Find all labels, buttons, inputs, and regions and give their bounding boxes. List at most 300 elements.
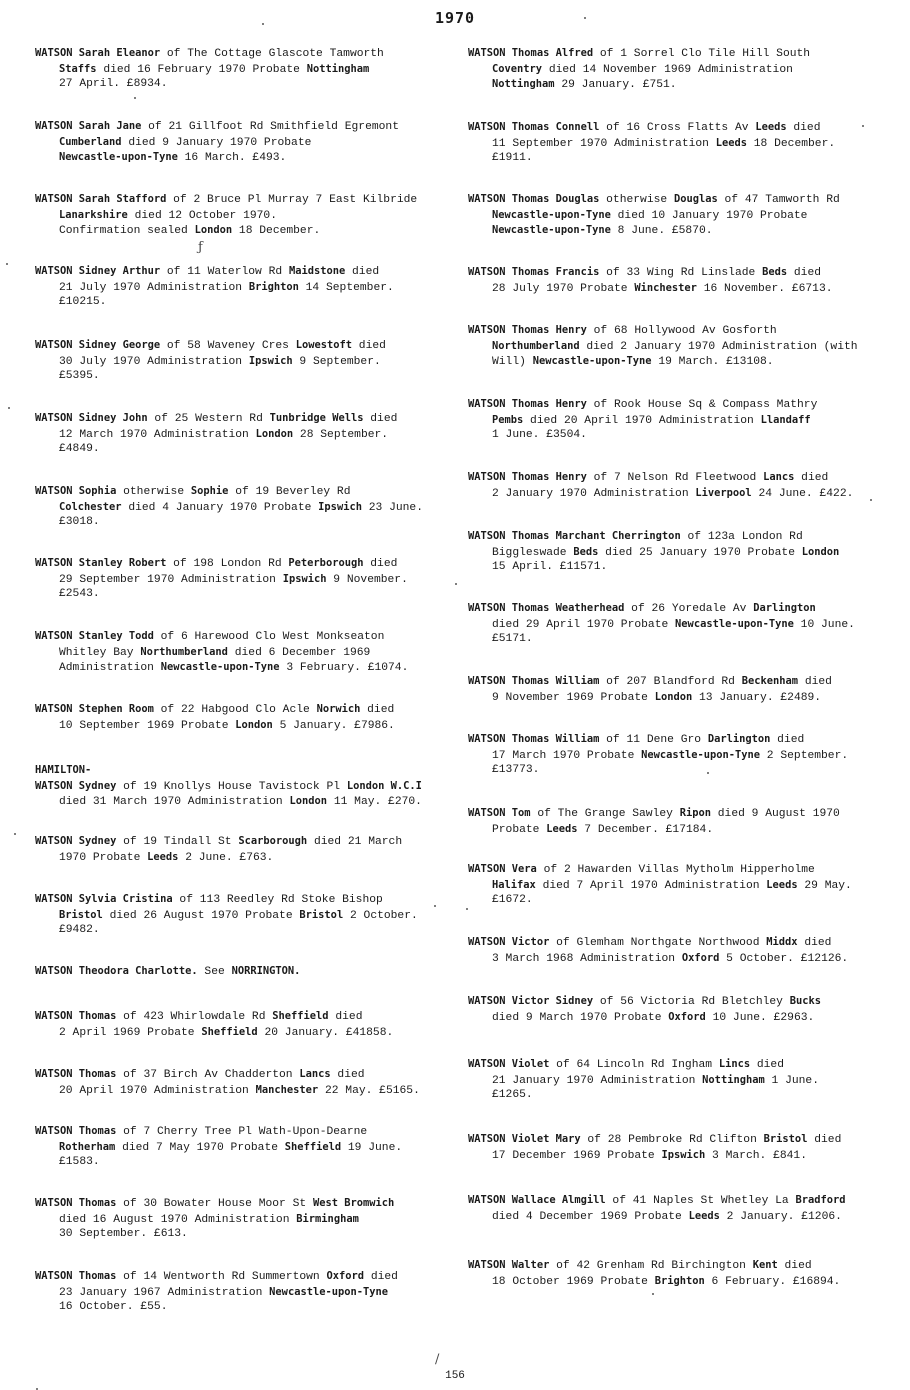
entry-detail-line (35, 500, 423, 516)
entry-bold-text: London (289, 795, 328, 808)
entry-bold-text: Beds (762, 266, 788, 278)
probate-entry (35, 411, 397, 457)
entry-detail-line (35, 135, 399, 151)
entry-text: died (794, 472, 829, 484)
entry-text: £10215. (59, 296, 107, 309)
entry-detail-line (35, 354, 386, 370)
entry-text: £9482. (59, 924, 100, 937)
entry-bold-text: Leeds (755, 121, 787, 133)
entry-name: WATSON Sidney John (35, 412, 148, 424)
entry-text: died (786, 122, 821, 134)
entry-text: Will) (492, 356, 533, 369)
entry-detail-line (468, 62, 810, 78)
entry-text: died (807, 1134, 842, 1146)
entry-bold-text: Maidstone (288, 265, 346, 277)
entry-text: £5395. (59, 370, 100, 383)
entry-text: of 41 Naples St Whetley La (605, 1195, 796, 1207)
entry-bold-text: Bristol (763, 1133, 808, 1145)
entry-text: 6 February. £16894. (704, 1275, 841, 1288)
entry-text: 8 June. £5870. (610, 225, 713, 238)
entry-detail-line (35, 645, 408, 661)
entry-text: died 12 October 1970. (127, 209, 277, 222)
entry-name: WATSON Thomas William (468, 733, 600, 745)
probate-entry (35, 556, 408, 602)
entry-bold-text: Staffs (59, 62, 97, 75)
entry-text: 2 January. £1206. (719, 1210, 842, 1223)
entry-heading-line (35, 1196, 394, 1212)
entry-detail-line (468, 1148, 841, 1164)
entry-detail-line (35, 427, 397, 443)
entry-detail-line (35, 77, 384, 92)
entry-bold-text: Newcastle-upon-Tyne (492, 224, 611, 237)
entry-heading-line (468, 46, 810, 62)
entry-text: 23 January 1967 Administration (59, 1286, 270, 1299)
entry-text: of The Cottage Glascote Tamworth (160, 48, 384, 60)
entry-bold-text: Newcastle-upon-Tyne (641, 748, 761, 761)
entry-detail-line (35, 718, 395, 734)
entry-text: of 2 Hawarden Villas Mytholm Hipperholme (536, 864, 815, 876)
entry-text: 2 October. (343, 909, 418, 922)
entry-heading-line (468, 397, 817, 413)
entry-text: Confirmation sealed (59, 225, 195, 238)
entry-heading-line (35, 119, 399, 135)
entry-bold-text: Lancs (763, 471, 795, 483)
entry-name: WATSON Sophia (35, 485, 117, 497)
entry-text: died 16 August 1970 Administration (59, 1213, 297, 1226)
entry-bold-text: Halifax (492, 878, 536, 891)
entry-text: 24 June. £422. (751, 487, 854, 500)
entry-text: 29 September 1970 Administration (59, 573, 283, 586)
scan-speck (455, 583, 457, 585)
entry-text: of Glemham Northgate Northwood (549, 937, 767, 949)
entry-name: HAMILTON- (35, 764, 92, 776)
entry-name: WATSON Wallace Almgill (468, 1194, 606, 1206)
entry-name: WATSON Sarah Stafford (35, 193, 167, 205)
entry-detail-line (468, 632, 855, 647)
entry-name: WATSON Sydney (35, 835, 117, 847)
entry-bold-text: Coventry (492, 62, 543, 75)
entry-bold-text: Norwich (316, 703, 361, 715)
entry-detail-line (468, 136, 835, 152)
entry-heading-line (35, 484, 423, 500)
entry-name: WATSON Sarah Jane (35, 120, 142, 132)
entry-bold-text: Sheffield (272, 1010, 329, 1022)
entry-name: WATSON Sarah Eleanor (35, 47, 161, 59)
entry-bold-text: Douglas (673, 193, 718, 205)
entry-detail-line (468, 428, 817, 443)
probate-entry (468, 470, 853, 501)
entry-heading-line (35, 1269, 398, 1285)
entry-detail-line (468, 1274, 840, 1290)
entry-heading-line (468, 470, 853, 486)
entry-name: WATSON Thomas (35, 1010, 117, 1022)
probate-entry (35, 702, 395, 733)
entry-name: WATSON Thomas Alfred (468, 47, 594, 59)
entry-name: WATSON Sidney Arthur (35, 265, 161, 277)
entry-detail-line (35, 923, 418, 938)
entry-bold-text: Oxford (681, 951, 720, 964)
entry-text: £1583. (59, 1156, 100, 1169)
entry-text: died (750, 1059, 784, 1071)
probate-entry (468, 806, 840, 837)
entry-heading-line (468, 674, 832, 690)
entry-text: Probate (492, 823, 547, 836)
entry-bold-text: Oxford (326, 1270, 365, 1282)
entry-text: of 26 Yoredale Av (624, 603, 754, 615)
page-number: 156 (445, 1370, 465, 1382)
entry-detail-line (468, 339, 858, 355)
entry-text: 11 September 1970 Administration (492, 137, 716, 150)
entry-heading-line (468, 192, 840, 208)
probate-entry (468, 1057, 819, 1103)
entry-heading-line (468, 601, 855, 617)
entry-heading-line (468, 1132, 841, 1148)
entry-text: 29 January. £751. (554, 79, 677, 92)
entry-heading-line (35, 834, 402, 850)
probate-entry (35, 264, 394, 310)
probate-entry (468, 120, 835, 166)
probate-entry (468, 397, 817, 443)
entry-text: died (797, 937, 832, 949)
entry-heading-line (35, 264, 394, 280)
entry-bold-text: Newcastle-upon-Tyne (532, 355, 652, 368)
entry-text: died (328, 1011, 363, 1023)
entry-detail-line (35, 1227, 394, 1242)
entry-text: 19 June. (341, 1141, 403, 1154)
entry-detail-line (468, 1010, 821, 1026)
entry-text: Administration (59, 662, 161, 675)
entry-detail-line (35, 779, 422, 795)
entry-detail-line (35, 1212, 394, 1228)
entry-text: 1 June. (764, 1074, 819, 1087)
entry-bold-text: Northumberland (140, 645, 228, 658)
entry-heading-line (35, 556, 408, 572)
entry-name: WATSON Thomas Henry (468, 398, 587, 410)
entry-text: of 6 Harewood Clo West Monkseaton (153, 631, 385, 643)
entry-text: 2 June. £763. (178, 851, 274, 864)
entry-bold-text: London (255, 427, 294, 440)
probate-entry (468, 529, 839, 575)
entry-text: died 31 March 1970 Administration (59, 796, 290, 809)
entry-text: of 33 Wing Rd Linslade (599, 267, 763, 279)
entry-detail-line (35, 908, 418, 924)
entry-text: 20 April 1970 Administration (59, 1084, 256, 1097)
entry-text: 30 July 1970 Administration (59, 355, 249, 368)
entry-bold-text: Leeds (766, 878, 798, 891)
entry-detail-line (468, 151, 835, 166)
entry-text: died 7 April 1970 Administration (535, 879, 767, 892)
entry-bold-text: Manchester (255, 1083, 319, 1096)
entry-detail-line (468, 1088, 819, 1103)
entry-text: of 28 Pembroke Rd Clifton (580, 1134, 764, 1146)
entry-name: WATSON Victor Sidney (468, 995, 594, 1007)
entry-name: WATSON Thomas Weatherhead (468, 602, 625, 614)
entry-text: of 47 Tamworth Rd (717, 194, 840, 206)
entry-text: 21 January 1970 Administration (492, 1074, 703, 1087)
entry-heading-line (468, 1193, 846, 1209)
entry-detail-line (35, 1285, 398, 1301)
scan-speck (6, 263, 8, 265)
entry-text: died (345, 266, 380, 278)
entry-detail-line (468, 822, 840, 838)
probate-entry (35, 1196, 394, 1242)
entry-text: died 16 February 1970 Probate (96, 63, 307, 76)
scan-speck (584, 17, 586, 19)
probate-entry (35, 1124, 402, 1170)
entry-detail-line (35, 150, 399, 166)
entry-detail-line (35, 587, 408, 602)
scan-mark: / (435, 1352, 440, 1367)
entry-bold-text: Middx (766, 936, 798, 948)
entry-text: 12 March 1970 Administration (59, 428, 256, 441)
entry-bold-text: Newcastle-upon-Tyne (160, 661, 280, 674)
entry-name: WATSON Thomas Francis (468, 266, 600, 278)
entry-text: 14 September. (298, 281, 394, 294)
entry-bold-text: Ipswich (282, 572, 327, 585)
entry-heading-line (35, 629, 408, 645)
scan-speck (262, 23, 264, 25)
entry-detail-line (35, 442, 397, 457)
entry-detail-line (468, 354, 858, 370)
entry-bold-text: Ipswich (248, 354, 293, 367)
entry-text: of 37 Birch Av Chadderton (116, 1069, 300, 1081)
probate-entry (468, 601, 855, 647)
entry-bold-text: Sophie (190, 485, 229, 497)
page-year-heading: 1970 (434, 9, 476, 27)
entry-detail-line (468, 545, 839, 561)
probate-entry (468, 192, 840, 239)
entry-detail-line (35, 1300, 398, 1315)
entry-bold-text: Leeds (546, 822, 578, 835)
entry-text: died (363, 558, 398, 570)
entry-text: 29 May. (797, 879, 852, 892)
entry-text: of 11 Dene Gro (599, 734, 708, 746)
entry-text: of 25 Western Rd (147, 413, 270, 425)
entry-bold-text: Kent (752, 1259, 778, 1271)
entry-heading-line (35, 411, 397, 427)
entry-bold-text: London (235, 718, 273, 731)
entry-detail-line (468, 208, 840, 224)
entry-name: WATSON Theodora Charlotte. (35, 965, 198, 977)
probate-entry (35, 119, 399, 166)
probate-entry (35, 338, 386, 384)
probate-entry (468, 732, 848, 778)
entry-heading-line (468, 732, 848, 748)
entry-bold-text: London W.C.I (346, 779, 422, 792)
entry-name: WATSON Thomas Henry (468, 324, 587, 336)
entry-bold-text: Newcastle-upon-Tyne (269, 1285, 389, 1298)
entry-text: of 123a London Rd (680, 531, 803, 543)
entry-text: died (798, 676, 832, 688)
probate-entry (468, 323, 858, 370)
entry-text: 18 October 1969 Probate (492, 1275, 655, 1288)
entry-text: died (360, 704, 395, 716)
entry-text: died 6 December 1969 (227, 646, 371, 659)
entry-text: Whitley Bay (59, 646, 141, 659)
entry-detail-line (35, 295, 394, 310)
entry-name: WATSON Sidney George (35, 339, 161, 351)
entry-bold-text: Brighton (654, 1274, 705, 1287)
entry-text: 3 February. £1074. (279, 662, 409, 675)
entry-text: died (363, 413, 398, 425)
entry-name: WATSON Thomas (35, 1125, 117, 1137)
entry-detail-line (35, 572, 408, 588)
entry-text: 11 May. £270. (327, 796, 422, 809)
entry-name: WATSON Thomas (35, 1270, 117, 1282)
entry-detail-line (35, 660, 408, 676)
entry-bold-text: Llandaff (760, 413, 811, 426)
scan-speck (707, 772, 709, 774)
entry-bold-text: Tunbridge Wells (269, 412, 364, 424)
entry-text: died 9 March 1970 Probate (492, 1011, 669, 1024)
entry-text: died 10 January 1970 Probate (610, 209, 808, 222)
entry-detail-line (468, 1209, 846, 1225)
entry-name: WATSON Victor (468, 936, 550, 948)
entry-detail-line (468, 413, 817, 429)
entry-bold-text: Brighton (248, 280, 299, 293)
entry-text: died 21 March (307, 836, 403, 848)
entry-text: died 9 January 1970 Probate (121, 136, 312, 149)
entry-text: of 423 Whirlowdale Rd (116, 1011, 273, 1023)
entry-text: 10 September 1969 Probate (59, 719, 236, 732)
entry-text: died (330, 1069, 365, 1081)
entry-bold-text: Birmingham (296, 1212, 359, 1225)
entry-bold-text: Leeds (688, 1209, 720, 1222)
entry-name: WATSON Stanley Robert (35, 557, 167, 569)
entry-heading-line (468, 862, 852, 878)
entry-heading-line (468, 1258, 840, 1274)
entry-bold-text: Bradford (795, 1194, 846, 1206)
entry-text: of 19 Tindall St (116, 836, 239, 848)
entry-text: died 9 August 1970 (711, 808, 840, 820)
entry-bold-text: Bucks (789, 995, 822, 1007)
entry-detail-line (35, 62, 384, 78)
entry-text: 9 November 1969 Probate (492, 691, 655, 704)
probate-entry (35, 892, 418, 938)
probate-entry (468, 1132, 841, 1163)
entry-text: of 7 Nelson Rd Fleetwood (586, 472, 764, 484)
entry-bold-text: Colchester (59, 500, 122, 513)
entry-bold-text: Ipswich (661, 1148, 706, 1161)
entry-bold-text: Newcastle-upon-Tyne (59, 151, 178, 164)
entry-text: 19 March. £13108. (651, 356, 774, 369)
probate-entry (35, 964, 300, 980)
entry-text: 2 April 1969 Probate (59, 1026, 202, 1039)
entry-text: 21 July 1970 Administration (59, 281, 249, 294)
entry-text: died 7 May 1970 Probate (115, 1141, 285, 1154)
entry-bold-text: Nottingham (702, 1073, 765, 1086)
entry-text: of 2 Bruce Pl Murray 7 East Kilbride (166, 194, 418, 206)
probate-entry (35, 46, 384, 92)
entry-text: of 21 Gillfoot Rd Smithfield Egremont (141, 121, 399, 133)
entry-text: died 2 January 1970 Administration (with (579, 340, 858, 353)
entry-bold-text: Newcastle-upon-Tyne (492, 208, 611, 221)
entry-text: of 14 Wentworth Rd Summertown (116, 1271, 327, 1283)
entry-text: 20 January. £41858. (257, 1026, 394, 1039)
entry-text: £1672. (492, 894, 533, 907)
entry-bold-text: London (801, 545, 840, 558)
entry-text: See (197, 966, 232, 978)
entry-heading-line (35, 192, 417, 208)
entry-detail-line (468, 763, 848, 778)
entry-text: £1265. (492, 1089, 533, 1102)
entry-text: 17 December 1969 Probate (492, 1149, 662, 1162)
scan-speck (652, 1293, 654, 1295)
entry-heading-line (468, 935, 848, 951)
entry-heading-line (35, 702, 395, 718)
entry-text: 1 June. £3504. (492, 429, 587, 442)
entry-heading-line (35, 46, 384, 62)
entry-name: WATSON Stanley Todd (35, 630, 154, 642)
entry-detail-line (468, 223, 840, 239)
entry-text: died 4 January 1970 Probate (121, 501, 319, 514)
entry-bold-text: London (654, 690, 693, 703)
entry-text: died 14 November 1969 Administration (542, 63, 793, 76)
entry-text: £4849. (59, 443, 100, 456)
entry-text: died 29 April 1970 Probate (492, 618, 676, 631)
probate-entry (468, 674, 832, 705)
entry-bold-text: Cumberland (59, 135, 122, 148)
entry-text: 27 April. £8934. (59, 78, 168, 91)
entry-text: otherwise (116, 486, 191, 498)
probate-entry (468, 994, 821, 1025)
entry-detail-line (468, 560, 839, 575)
probate-entry (35, 484, 423, 530)
probate-entry (35, 834, 402, 865)
scan-mark: ƒ (198, 240, 203, 255)
entry-text: of 68 Hollywood Av Gosforth (586, 325, 777, 337)
entry-text: of 22 Habgood Clo Acle (153, 704, 317, 716)
entry-text: 16 March. £493. (177, 152, 287, 165)
entry-bold-text: London (194, 224, 233, 237)
entry-text: Biggleswade (492, 546, 574, 559)
entry-detail-line (35, 1083, 420, 1099)
entry-text: 23 June. (361, 501, 423, 514)
entry-text: 30 September. £613. (59, 1228, 188, 1241)
entry-heading-line (35, 1009, 393, 1025)
entry-bold-text: Sheffield (284, 1140, 342, 1153)
probate-entry (468, 1193, 846, 1224)
scan-speck (14, 833, 16, 835)
entry-bold-text: Nottingham (306, 62, 370, 75)
entry-bold-text: Leeds (147, 850, 179, 863)
entry-detail-line (35, 223, 417, 239)
probate-entry (468, 46, 810, 93)
entry-bold-text: Beckenham (741, 675, 799, 687)
entry-detail-line (468, 281, 833, 297)
entry-text: 9 November. (326, 573, 408, 586)
entry-text: of 58 Waveney Cres (160, 340, 296, 352)
entry-heading-line (468, 120, 835, 136)
entry-text: 3 March 1968 Administration (492, 952, 682, 965)
entry-bold-text: Peterborough (288, 557, 364, 569)
entry-text: 3 March. £841. (705, 1149, 807, 1162)
entry-name: WATSON Violet Mary (468, 1133, 581, 1145)
entry-text: of 198 London Rd (166, 558, 289, 570)
entry-text: 28 July 1970 Probate (492, 282, 635, 295)
entry-text: otherwise (599, 194, 674, 206)
entry-heading-line (468, 806, 840, 822)
entry-text: died 20 April 1970 Administration (523, 414, 761, 427)
entry-text: 17 March 1970 Probate (492, 749, 642, 762)
entry-name: WATSON Thomas William (468, 675, 600, 687)
entry-bold-text: Lanarkshire (59, 208, 128, 221)
entry-text: £13773. (492, 764, 540, 777)
entry-text: of 1 Sorrel Clo Tile Hill South (593, 48, 811, 60)
entry-text: of 16 Cross Flatts Av (599, 122, 756, 134)
entry-heading-line (35, 1124, 402, 1140)
entry-detail-line (468, 486, 853, 502)
